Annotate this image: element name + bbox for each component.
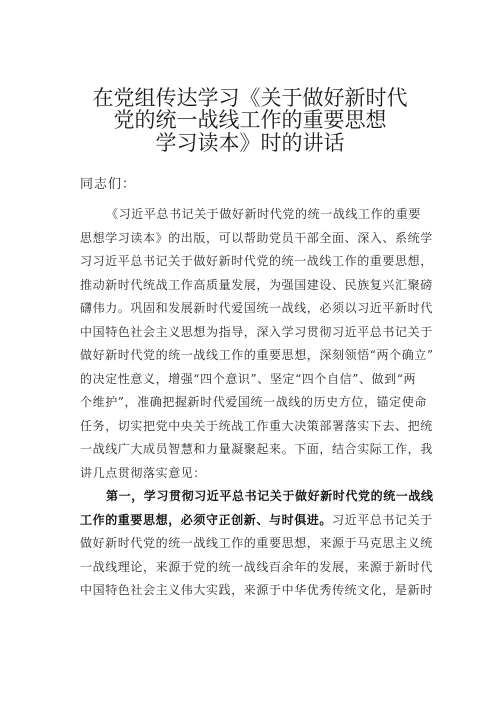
document-title-line-3: 学习读本》时的讲话 [155, 131, 345, 155]
paragraph-line: 任务，切实把党中央关于统战工作重大决策部署落实下去、把统 [80, 418, 433, 433]
paragraph-line: 个维护”，准确把握新时代爱国统一战线的历史方位，锚定使命 [80, 395, 427, 409]
paragraph-1 [80, 203, 434, 485]
paragraph-line: 做好新时代党的统一战线工作的重要思想，深刻领悟“两个确立” [80, 348, 434, 362]
paragraph-line: 一战线广大成员智慧和力量凝聚起来。下面，结合实际工作，我 [80, 442, 433, 456]
paragraph-line: 讲几点贯彻落实意见： [80, 465, 207, 480]
paragraph-line: 《习近平总书记关于做好新时代党的统一战线工作的重要 [106, 207, 422, 221]
paragraph-line: 的决定性意义，增强“四个意识”、坚定“四个自信”、做到“两 [80, 371, 417, 386]
paragraph-line: 中国特色社会主义思想为指导，深入学习贯彻习近平总书记关于 [80, 324, 433, 339]
paragraph-line: 推动新时代统战工作高质量发展，为强国建设、民族复兴汇聚磅 [80, 277, 433, 292]
paragraph-line: 一战线理论，来源于党的统一战线百余年的发展，来源于新时代 [80, 559, 433, 574]
paragraph-line: 礴伟力。巩固和发展新时代爱国统一战线，必须以习近平新时代 [80, 301, 433, 315]
salutation: 同志们： [80, 177, 137, 192]
document-title-line-2: 党的统一战线工作的重要思想 [113, 108, 387, 132]
paragraph-line: 中国特色社会主义伟大实践，来源于中华优秀传统文化，是新时 [80, 583, 433, 597]
paragraph-heading-line: 第一，学习贯彻习近平总书记关于做好新时代党的统一战线 [106, 489, 434, 503]
paragraph-line: 习习近平总书记关于做好新时代党的统一战线工作的重要思想， [80, 254, 433, 268]
paragraph-line: 思想学习读本》的出版，可以帮助党员干部全面、深入、系统学 [80, 230, 433, 245]
paragraph-line [80, 509, 433, 533]
paragraph-text: 习近平总书记关于 [332, 512, 433, 527]
paragraph-2 [80, 485, 434, 603]
paragraph-line: 做好新时代党的统一战线工作的重要思想，来源于马克思主义统 [80, 536, 433, 550]
document-title-line-1: 在党组传达学习《关于做好新时代 [92, 86, 408, 110]
paragraph-heading-tail: 工作的重要思想，必须守正创新、与时俱进。 [80, 512, 333, 527]
